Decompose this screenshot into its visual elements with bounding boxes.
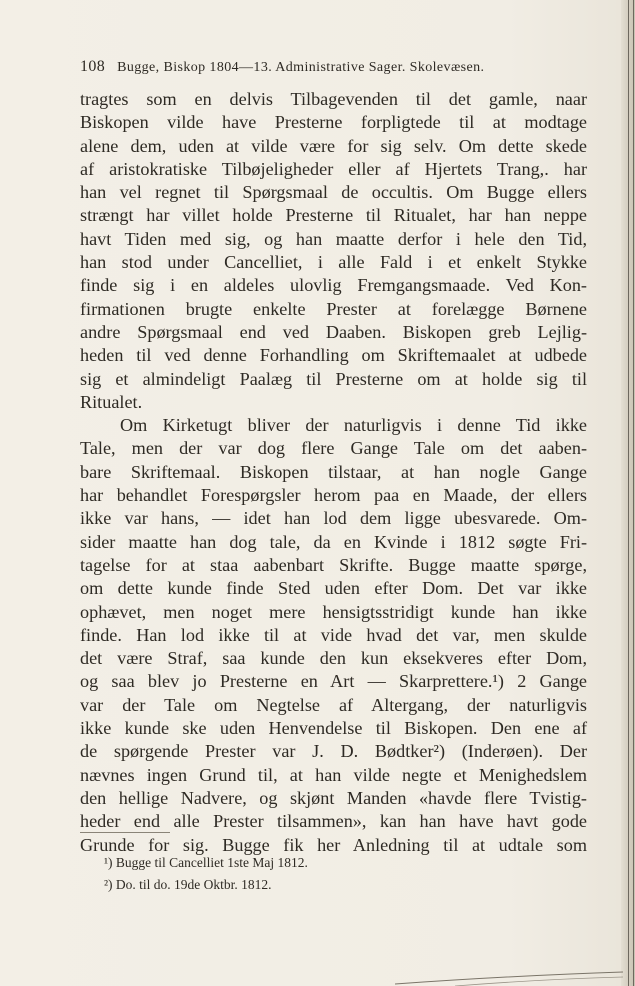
text-line: ikke kunde ske uden Henvendelse til Biskopen. Den ene af (80, 718, 587, 739)
text-line: ophævet, men noget mere hensigtsstridigt kunde han ikke (80, 601, 587, 622)
running-header (80, 58, 550, 76)
text-line: alene dem, uden at vilde være for sig selv. Om dette skede (80, 135, 587, 156)
text-line: heden til ved denne Forhandling om Skriftemaalet at udbede (80, 345, 587, 366)
text-line: og saa blev jo Presterne en Art — Skarprettere.¹) 2 Gange (80, 671, 587, 692)
text-line: de spørgende Prester var J. D. Bødtker²) (Inderøen). Der (80, 741, 587, 762)
text-line: om dette kunde finde Sted uden efter Dom. Det var ikke (80, 578, 587, 599)
footnotes (104, 852, 524, 896)
text-line: han stod under Cancelliet, i alle Fald i et enkelt Stykke (80, 252, 587, 273)
text-line: sig et almindeligt Paalæg til Presterne om at holde sig til (80, 368, 587, 389)
text-line: den hellige Nadvere, og skjønt Manden «havde flere Tvistig- (80, 787, 587, 808)
text-line: tagelse for at staa aabenbart Skrifte. Bugge maatte spørge, (80, 554, 587, 575)
running-title: Bugge, Biskop 1804—13. Administrative Sager. Skolevæsen. (117, 60, 485, 75)
text-line: Om Kirketugt bliver der naturligvis i denne Tid ikke (120, 415, 587, 436)
text-line: Tale, men der var dog flere Gange Tale om det aaben- (80, 438, 587, 459)
text-line: nævnes ingen Grund til, at han vilde negte et Menighedslem (80, 764, 587, 785)
text-line: andre Spørgsmaal end ved Daaben. Biskopen greb Lejlig- (80, 321, 587, 342)
page-number: 108 (80, 58, 106, 75)
text-line: det være Straf, saa kunde den kun eksekveres efter Dom, (80, 648, 587, 669)
text-line: havt Tiden med sig, og han maatte derfor i hele den Tid, (80, 228, 587, 249)
footnote: ²) Do. til do. 19de Oktbr. 1812. (104, 877, 272, 892)
text-line: Grunde for sig. Bugge fik her Anledning til at udtale som (80, 834, 587, 855)
text-line: var der Tale om Negtelse af Altergang, der naturligvis (80, 694, 587, 715)
text-line: Biskopen vilde have Presterne forpligtede til at modtage (80, 112, 587, 133)
text-line: firmationen brugte enkelte Prester at forelægge Børnene (80, 298, 587, 319)
text-line: finde sig i en aldeles ulovlig Fremgangsmaade. Ved Kon- (80, 275, 587, 296)
page-edge-line (633, 0, 634, 986)
body-text (80, 88, 587, 857)
text-line: sider maatte han dog tale, da en Kvinde i 1812 søgte Fri- (80, 531, 587, 552)
page-curl (395, 962, 625, 986)
text-line: bare Skriftemaal. Biskopen tilstaar, at han nogle Gange (80, 461, 587, 482)
text-line: har behandlet Forespørgsler herom paa en Maade, der ellers (80, 485, 587, 506)
text-line: tragtes som en delvis Tilbagevenden til det gamle, naar (80, 89, 587, 109)
text-line: finde. Han lod ikke til at vide hvad det var, men skulde (80, 624, 587, 645)
footnote: ¹) Bugge til Cancelliet 1ste Maj 1812. (104, 855, 308, 870)
text-line: ikke var hans, — idet han lod dem ligge ubesvarede. Om- (80, 508, 587, 529)
text-line: Ritualet. (80, 391, 143, 412)
text-line: strængt har villet holde Presterne til Ritualet, har han neppe (80, 205, 587, 226)
footnote-rule (80, 832, 170, 833)
text-line: af aristokratiske Tilbøjeligheder eller af Hjertets Trang,. har (80, 158, 587, 179)
page-edge-line (628, 0, 629, 986)
text-line: han vel regnet til Spørgsmaal de occultis. Om Bugge ellers (80, 182, 587, 203)
text-line: heder end alle Prester tilsammen», kan han have havt gode (80, 811, 587, 832)
